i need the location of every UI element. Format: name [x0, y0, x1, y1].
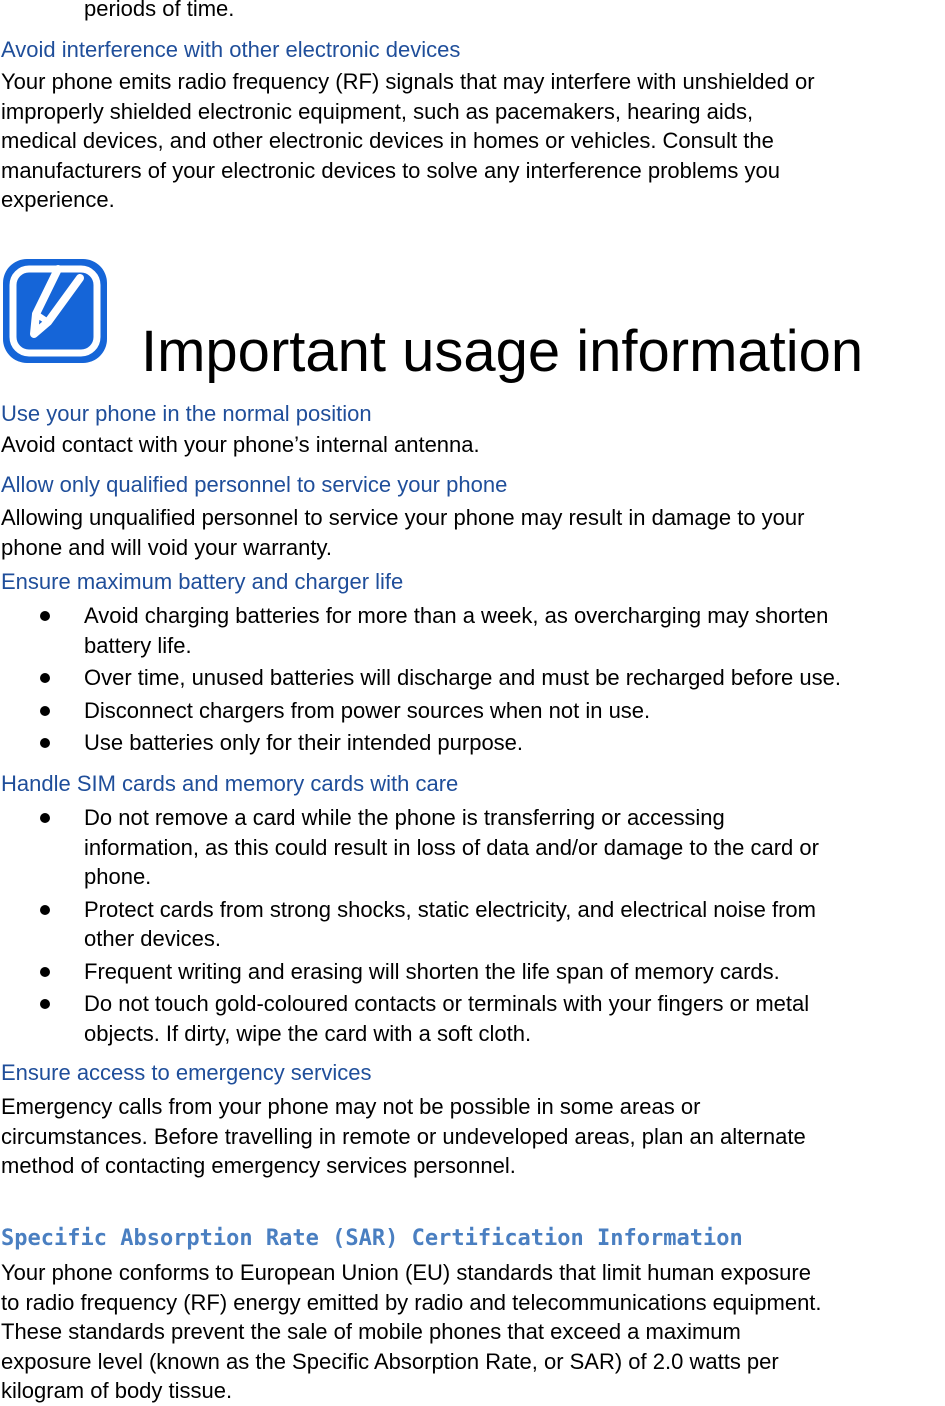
- list-item: Use batteries only for their intended purpose.: [0, 728, 945, 758]
- bullet-icon: [40, 905, 50, 915]
- list-item: Protect cards from strong shocks, static electricity, and electrical noise from other devices.: [0, 895, 945, 954]
- normal-position-heading: Use your phone in the normal position: [1, 401, 372, 426]
- list-item: Frequent writing and erasing will shorten the life span of memory cards.: [0, 957, 945, 987]
- bullet-icon: [40, 706, 50, 716]
- bullet-icon: [40, 738, 50, 748]
- pencil-note-icon: [0, 256, 110, 366]
- normal-position-body: Avoid contact with your phone’s internal antenna.: [1, 432, 480, 457]
- interference-body: Your phone emits radio frequency (RF) signals that may interfere with unshielded or improperly shielded electronic equipment, such as pacemakers, hearing aids, medical devices, and other electronic devices in homes or vehicles. Consult the manufacturers of your electronic devices to solve any interference problems you experience.: [1, 69, 815, 212]
- list-item: Over time, unused batteries will discharge and must be recharged before use.: [0, 663, 945, 693]
- qualified-heading: Allow only qualified personnel to service your phone: [1, 472, 508, 497]
- list-item: Do not remove a card while the phone is transferring or accessing information, as this could result in loss of data and/or damage to the card or phone.: [0, 803, 945, 892]
- emergency-body: Emergency calls from your phone may not be possible in some areas or circumstances. Before travelling in remote or undeveloped areas, plan an alternate method of contacting emergency services personnel.: [1, 1094, 806, 1178]
- sim-list: [0, 803, 945, 1051]
- bullet-icon: [40, 673, 50, 683]
- interference-heading: Avoid interference with other electronic devices: [1, 37, 461, 62]
- bullet-icon: [40, 611, 50, 621]
- bullet-icon: [40, 999, 50, 1009]
- bullet-icon: [40, 813, 50, 823]
- page-title: Important usage information: [141, 319, 864, 384]
- emergency-heading: Ensure access to emergency services: [1, 1060, 372, 1085]
- sim-heading: Handle SIM cards and memory cards with care: [1, 771, 459, 796]
- battery-heading: Ensure maximum battery and charger life: [1, 569, 404, 594]
- list-item: Do not touch gold-coloured contacts or terminals with your fingers or metal objects. If dirty, wipe the card with a soft cloth.: [0, 989, 945, 1048]
- sar-title: Specific Absorption Rate (SAR) Certification Information: [1, 1226, 743, 1251]
- list-item: Disconnect chargers from power sources when not in use.: [0, 696, 945, 726]
- top-fragment-text: periods of time.: [84, 0, 235, 21]
- list-item: Avoid charging batteries for more than a week, as overcharging may shorten battery life.: [0, 601, 945, 660]
- bullet-icon: [40, 967, 50, 977]
- sar-body: Your phone conforms to European Union (EU) standards that limit human exposure to radio frequency (RF) energy emitted by radio and telecommunications equipment. These standards prevent the sale of mobile phones that exceed a maximum exposure level (known as the Specific Absorption Rate, or SAR) of 2.0 watts per kilogram of body tissue.: [1, 1260, 822, 1403]
- battery-list: [0, 601, 945, 761]
- qualified-body: Allowing unqualified personnel to service your phone may result in damage to your phone and will void your warranty.: [1, 505, 805, 560]
